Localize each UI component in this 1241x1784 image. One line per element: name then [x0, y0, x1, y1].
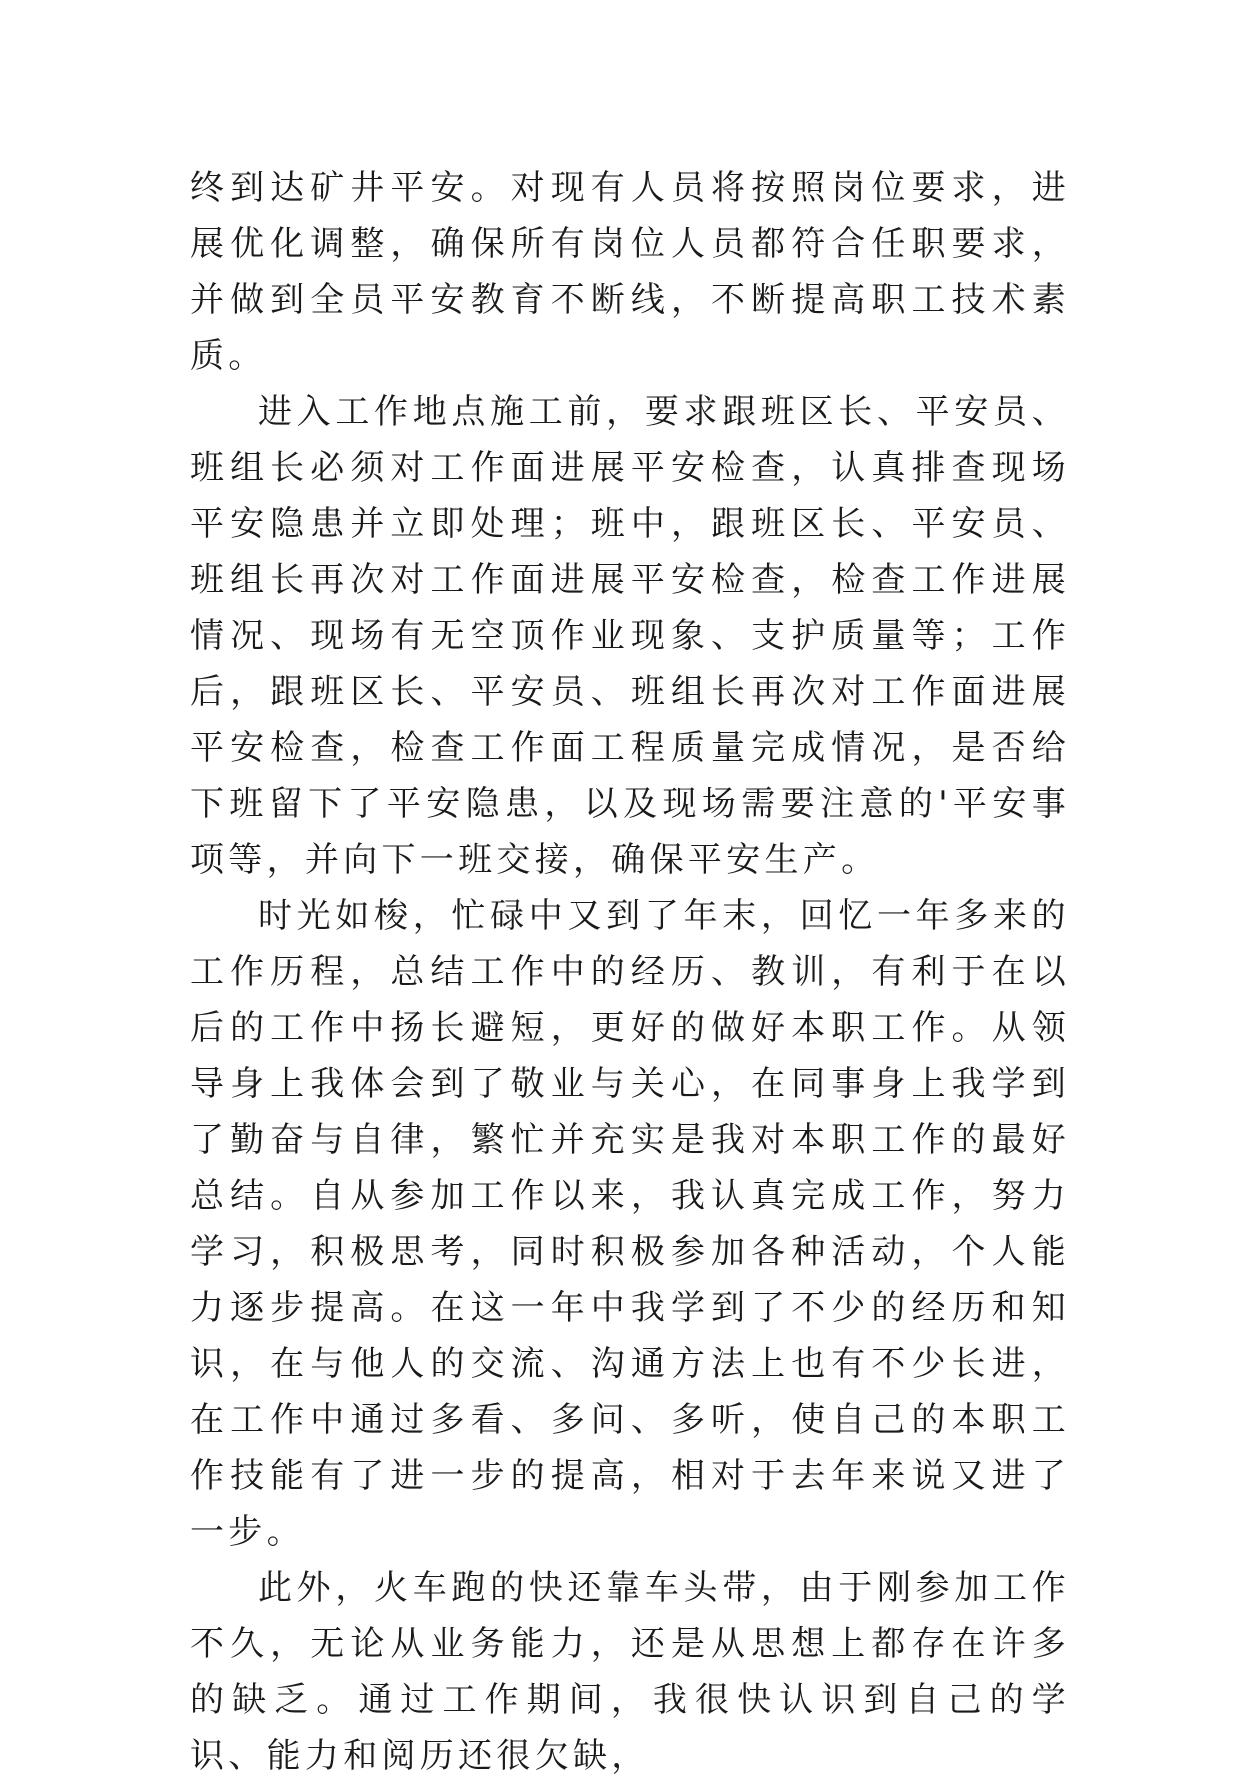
- paragraph-1: 终到达矿井平安。对现有人员将按照岗位要求，进展优化调整，确保所有岗位人员都符合任职要求，并做到全员平安教育不断线，不断提高职工技术素质。: [190, 168, 1070, 376]
- paragraph-2: 进入工作地点施工前，要求跟班区长、平安员、班组长必须对工作面进展平安检查，认真排查现场平安隐患并立即处理；班中，跟班区长、平安员、班组长再次对工作面进展平安检查，检查工作进展情况、现场有无空顶作业现象、支护质量等；工作后，跟班区长、平安员、班组长再次对工作面进展平安检查，检查工作面工程质量完成情况，是否给下班留下了平安隐患，以及现场需要注意的'平安事项等，并向下一班交接，确保平安生产。: [190, 392, 1070, 880]
- document-body: [190, 160, 1070, 1784]
- paragraph-4: 此外，火车跑的快还靠车头带，由于刚参加工作不久，无论从业务能力，还是从思想上都存在许多的缺乏。通过工作期间，我很快认识到自己的学识、能力和阅历还很欠缺，: [190, 1568, 1070, 1776]
- paragraph-3: 时光如梭，忙碌中又到了年末，回忆一年多来的工作历程，总结工作中的经历、教训，有利于在以后的工作中扬长避短，更好的做好本职工作。从领导身上我体会到了敬业与关心，在同事身上我学到了勤奋与自律，繁忙并充实是我对本职工作的最好总结。自从参加工作以来，我认真完成工作，努力学习，积极思考，同时积极参加各种活动，个人能力逐步提高。在这一年中我学到了不少的经历和知识，在与他人的交流、沟通方法上也有不少长进，在工作中通过多看、多问、多听，使自己的本职工作技能有了进一步的提高，相对于去年来说又进了一步。: [190, 896, 1070, 1552]
